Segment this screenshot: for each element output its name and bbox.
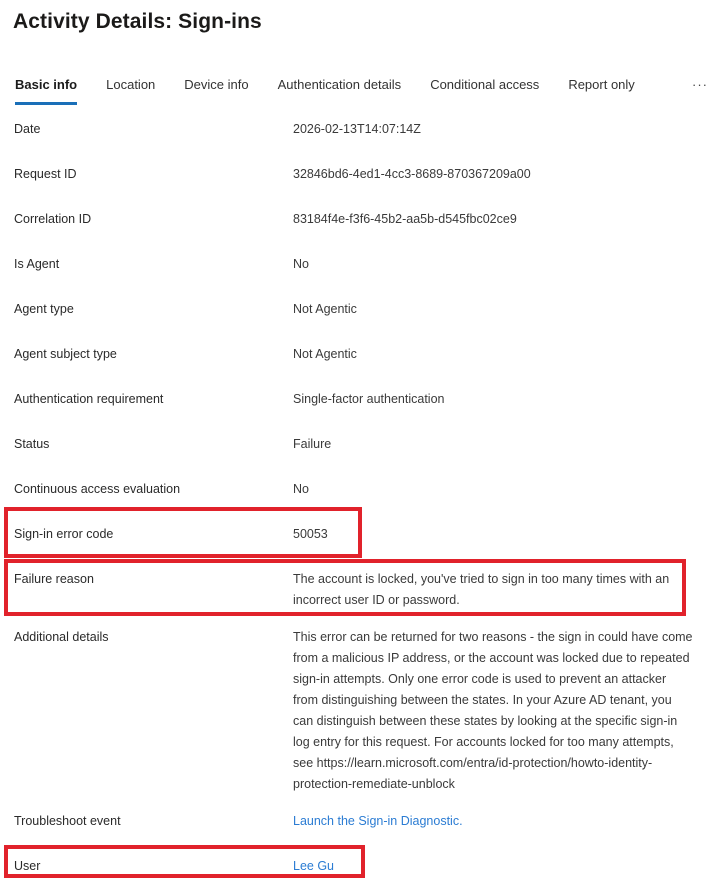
tab-location[interactable]: Location xyxy=(106,77,156,92)
tabs-overflow-ellipsis-icon[interactable]: ··· xyxy=(692,77,708,92)
agent-type-value: Not Agentic xyxy=(293,302,357,316)
authentication-requirement-label: Authentication requirement xyxy=(14,392,164,406)
correlation-id-value: 83184f4e-f3f6-45b2-aa5b-d545fbc02ce9 xyxy=(293,212,517,226)
continuous-access-evaluation-value: No xyxy=(293,482,309,496)
detail-row-status xyxy=(14,434,724,455)
detail-row-troubleshoot-event xyxy=(14,811,724,832)
date-value: 2026-02-13T14:07:14Z xyxy=(293,122,421,136)
user-label: User xyxy=(14,859,41,873)
troubleshoot-event-link[interactable]: Launch the Sign-in Diagnostic. xyxy=(293,814,463,828)
correlation-id-label: Correlation ID xyxy=(14,212,92,226)
tab-bar xyxy=(0,76,724,105)
tab-conditional-access[interactable]: Conditional access xyxy=(430,77,540,92)
tab-authentication-details[interactable]: Authentication details xyxy=(277,77,402,92)
detail-row-continuous-access-evaluation xyxy=(14,479,724,500)
agent-subject-type-value: Not Agentic xyxy=(293,347,357,361)
agent-type-label: Agent type xyxy=(14,302,74,316)
failure-reason-value: The account is locked, you've tried to sign in too many times with an incorrect user ID or password. xyxy=(293,572,670,607)
request-id-value: 32846bd6-4ed1-4cc3-8689-870367209a00 xyxy=(293,167,531,181)
detail-row-agent-subject-type xyxy=(14,344,724,365)
detail-row-failure-reason xyxy=(14,569,724,611)
detail-row-is-agent xyxy=(14,254,724,275)
page-title: Activity Details: Sign-ins xyxy=(13,10,262,33)
detail-row-additional-details xyxy=(14,627,724,795)
tab-report-only[interactable]: Report only xyxy=(568,77,635,92)
request-id-label: Request ID xyxy=(14,167,77,181)
detail-row-sign-in-error-code xyxy=(14,524,724,545)
detail-row-date xyxy=(14,119,724,140)
agent-subject-type-label: Agent subject type xyxy=(14,347,117,361)
detail-row-request-id xyxy=(14,164,724,185)
tab-device-info[interactable]: Device info xyxy=(184,77,249,92)
is-agent-value: No xyxy=(293,257,309,271)
is-agent-label: Is Agent xyxy=(14,257,60,271)
detail-row-authentication-requirement xyxy=(14,389,724,410)
user-link[interactable]: Lee Gu xyxy=(293,859,335,873)
authentication-requirement-value: Single-factor authentication xyxy=(293,392,445,406)
sign-in-error-code-label: Sign-in error code xyxy=(14,527,114,541)
date-label: Date xyxy=(14,122,41,136)
additional-details-label: Additional details xyxy=(14,630,109,644)
detail-row-correlation-id xyxy=(14,209,724,230)
continuous-access-evaluation-label: Continuous access evaluation xyxy=(14,482,181,496)
status-value: Failure xyxy=(293,437,332,451)
status-label: Status xyxy=(14,437,50,451)
detail-row-agent-type xyxy=(14,299,724,320)
tab-basic-info[interactable]: Basic info xyxy=(15,76,77,105)
additional-details-value: This error can be returned for two reasons - the sign in could have come from a malicious IP address, or the account was locked due to repeated sign-in attempts. Only one error code is used to prevent an attacker from distinguishing between the states. In your Azure AD tenant, you can distinguish between these states by looking at the specific sign-in log entry for this request. For accounts locked for too many attempts, see https://learn.microsoft.com/entra/id-protection/howto-identity-protection-remediate-unblock xyxy=(293,630,693,791)
detail-row-user xyxy=(14,856,724,877)
failure-reason-label: Failure reason xyxy=(14,572,94,586)
troubleshoot-event-label: Troubleshoot event xyxy=(14,814,121,828)
details-list xyxy=(0,119,724,877)
sign-in-error-code-value: 50053 xyxy=(293,527,328,541)
